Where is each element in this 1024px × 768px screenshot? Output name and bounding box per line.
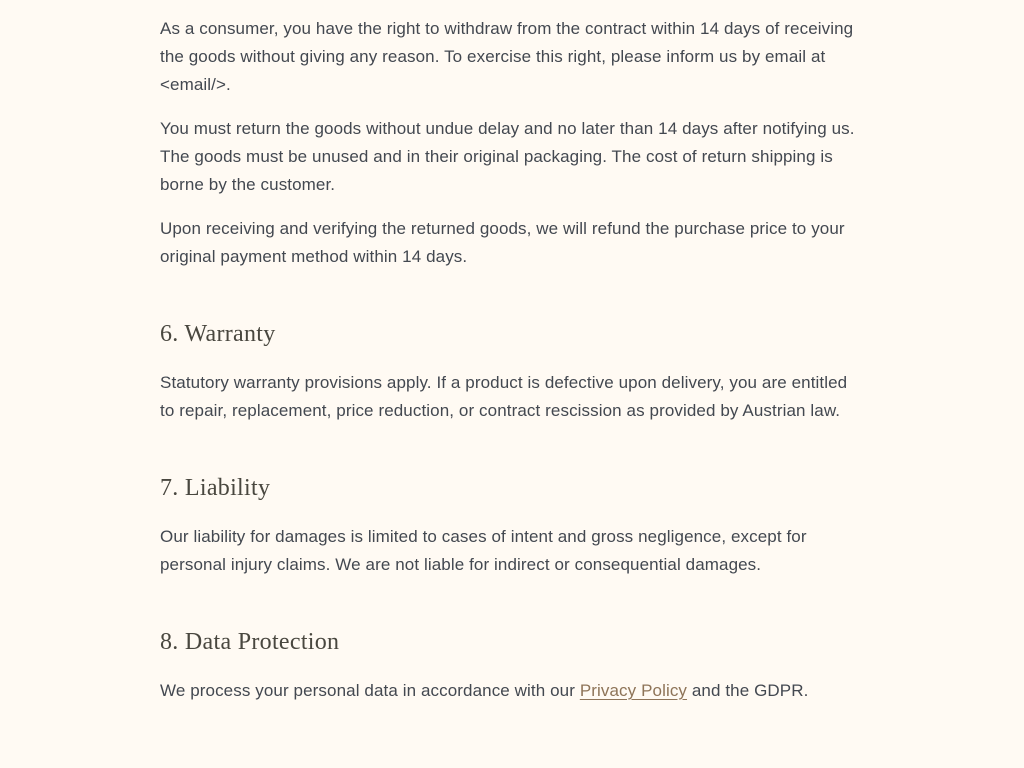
liability-paragraph: Our liability for damages is limited to cases of intent and gross negligence, except for personal injury claims. We are not liable for indirect or consequential damages. xyxy=(160,527,807,574)
warranty-paragraph: Statutory warranty provisions apply. If a product is defective upon delivery, you are entitled to repair, replacement, price reduction, or contract rescission as provided by Austrian law. xyxy=(160,373,848,420)
data-protection-text-before-link: We process your personal data in accordance with our xyxy=(160,681,580,700)
withdrawal-paragraph-3: Upon receiving and verifying the returned goods, we will refund the purchase price to your original payment method within 14 days. xyxy=(160,219,845,266)
data-protection-text-after-link: and the GDPR. xyxy=(687,681,809,700)
privacy-policy-link[interactable]: Privacy Policy xyxy=(579,681,688,700)
section-heading-data-protection: 8. Data Protection xyxy=(160,629,340,655)
section-heading-warranty: 6. Warranty xyxy=(160,321,276,347)
data-protection-paragraph xyxy=(160,677,864,705)
section-heading-liability: 7. Liability xyxy=(160,475,271,501)
withdrawal-paragraph-1: As a consumer, you have the right to withdraw from the contract within 14 days of receiving the goods without giving any reason. To exercise this right, please inform us by email at <email/>. xyxy=(160,19,854,94)
terms-document-page xyxy=(160,0,864,705)
withdrawal-paragraph-2: You must return the goods without undue delay and no later than 14 days after notifying us. The goods must be unused and in their original packaging. The cost of return shipping is borne by the customer. xyxy=(160,119,855,194)
